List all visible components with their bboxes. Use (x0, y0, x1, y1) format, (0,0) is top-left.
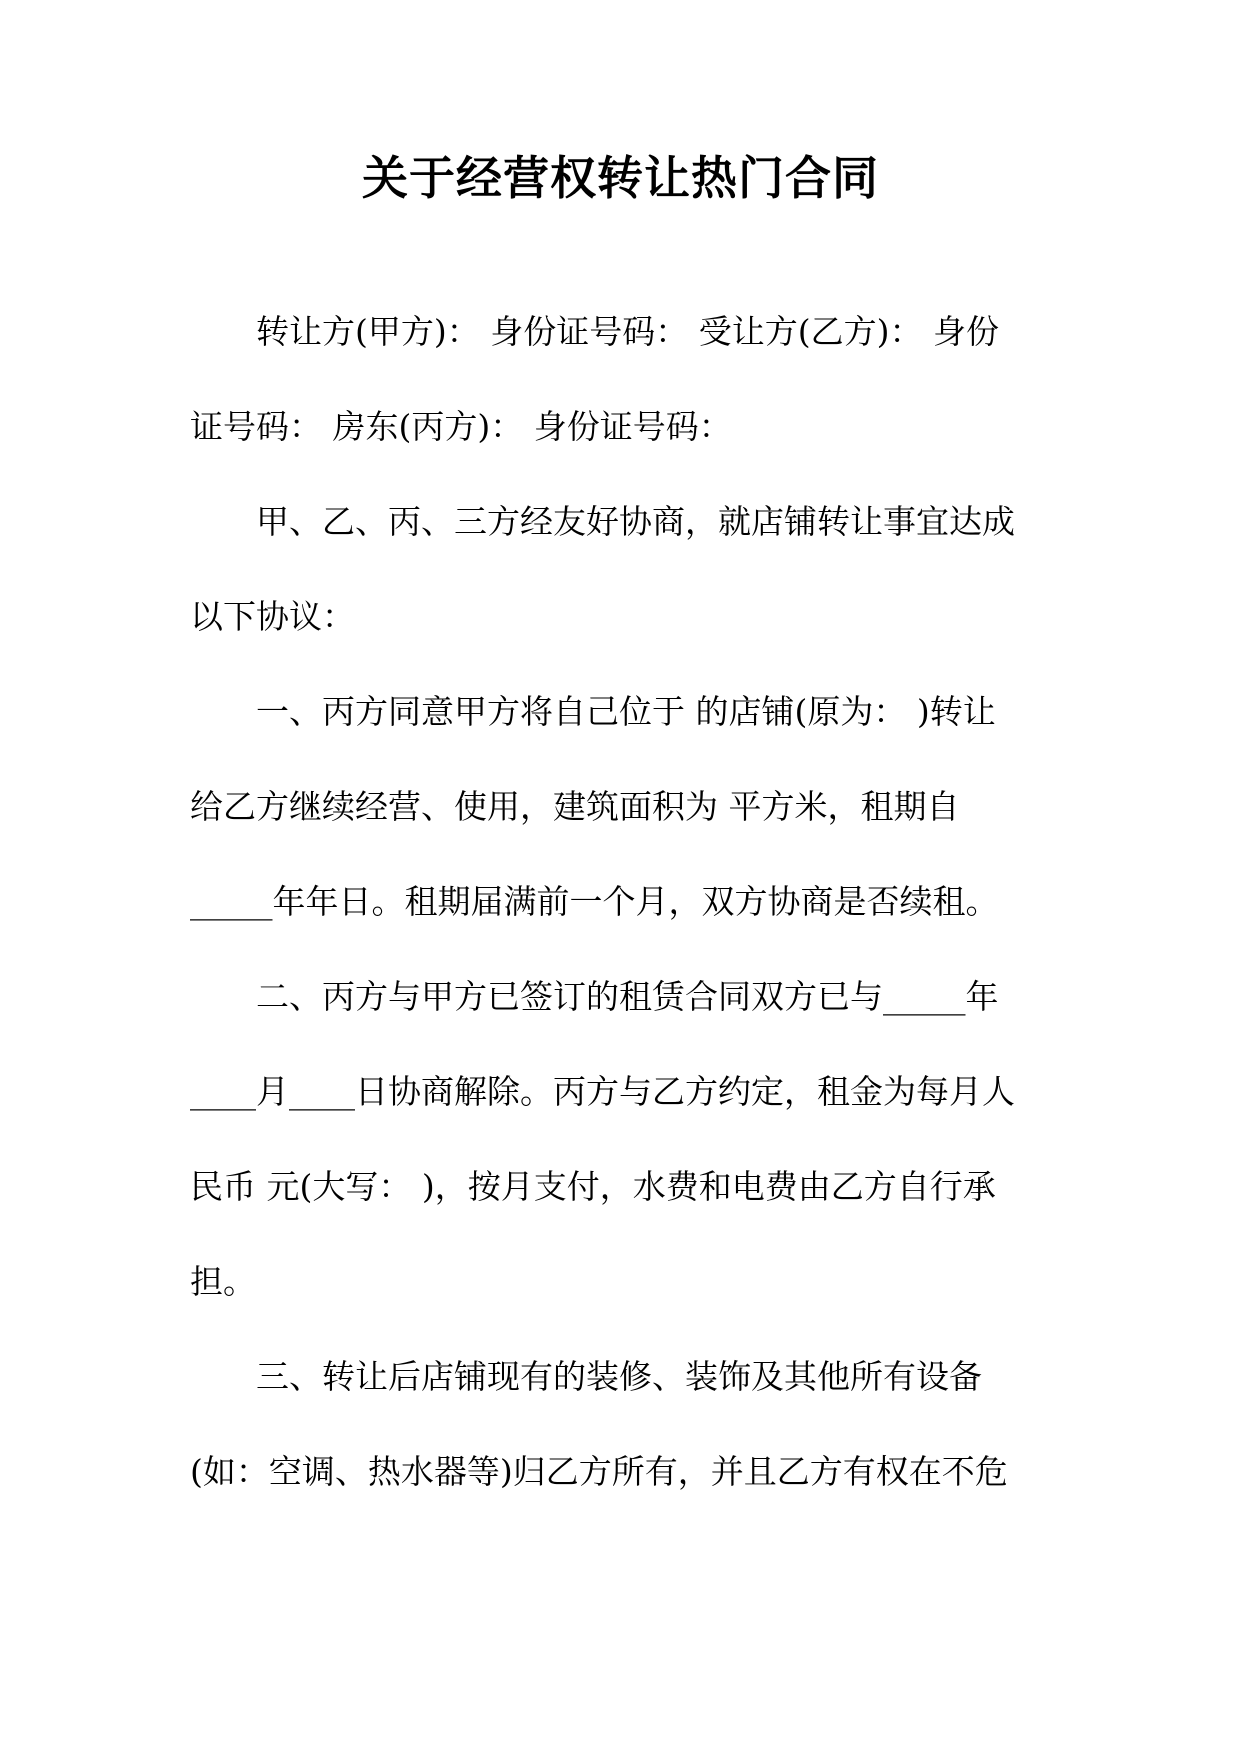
paragraph-line: (如：空调、热水器等)归乙方所有，并且乙方有权在不危 (190, 1452, 1008, 1491)
paragraph-line: ____月____日协商解除。丙方与乙方约定，租金为每月人 (190, 1072, 1015, 1111)
paragraph-line: 民币 元(大写： )，按月支付，水费和电费由乙方自行承 (190, 1167, 996, 1206)
paragraph-line: _____年年日。租期届满前一个月，双方协商是否续租。 (190, 882, 999, 921)
paragraph-line: 转让方(甲方)： 身份证号码： 受让方(乙方)： 身份 (256, 312, 999, 351)
paragraph-line: 甲、乙、丙、三方经友好协商，就店铺转让事宜达成 (256, 502, 1015, 541)
paragraph-line: 给乙方继续经营、使用，建筑面积为 平方米，租期自 (190, 787, 960, 826)
paragraph-line: 三、转让后店铺现有的装修、装饰及其他所有设备 (256, 1357, 982, 1396)
paragraph-line: 二、丙方与甲方已签订的租赁合同双方已与_____年 (256, 977, 999, 1016)
paragraph-line: 一、丙方同意甲方将自己位于 的店铺(原为： )转让 (256, 692, 996, 731)
paragraph-line: 担。 (190, 1262, 256, 1301)
document-title: 关于经营权转让热门合同 (362, 151, 879, 205)
paragraph-line: 以下协议： (190, 597, 355, 636)
paragraph-line: 证号码： 房东(丙方)： 身份证号码： (190, 407, 732, 446)
